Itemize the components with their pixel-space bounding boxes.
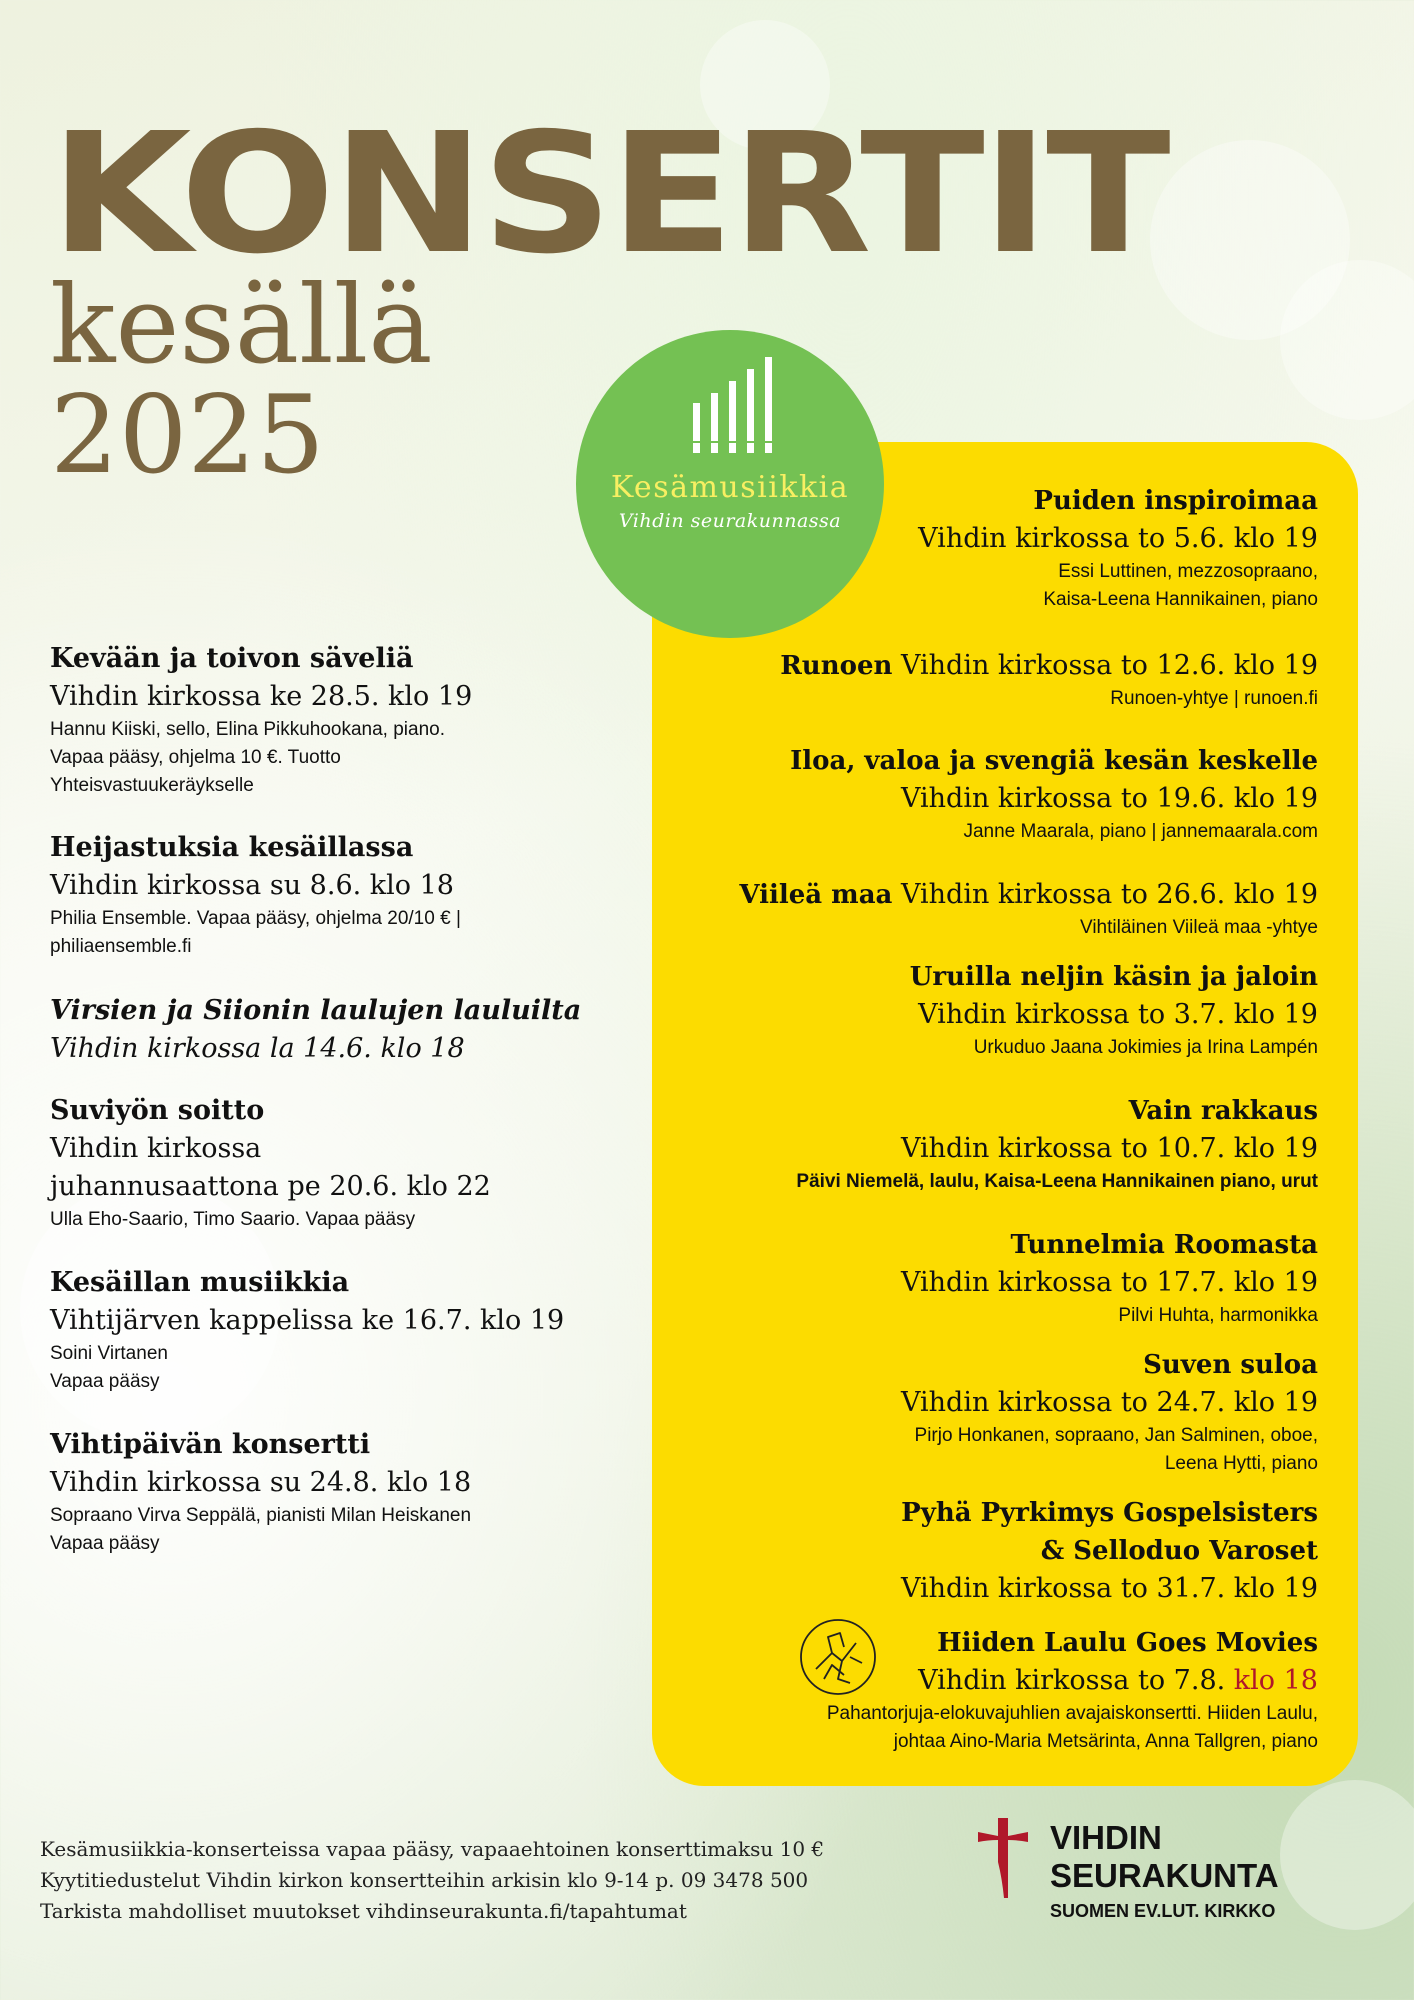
event-when: Vihdin kirkossa to 26.6. klo 19 — [900, 879, 1318, 910]
event-when: Vihdin kirkossa to 19.6. klo 19 — [900, 783, 1318, 814]
poster-subtitle: kesällä — [50, 263, 433, 388]
event-when: Vihdin kirkossa su 8.6. klo 18 — [50, 870, 454, 901]
event-item — [50, 829, 630, 961]
event-when: Vihdin kirkossa to 17.7. klo 19 — [900, 1267, 1318, 1298]
event-title: Heijastuksia kesäillassa — [50, 832, 414, 863]
footer-line: Kyytitiedustelut Vihdin kirkon konsertteihin arkisin klo 9-14 p. 09 3478 500 — [40, 1868, 809, 1892]
event-detail: Leena Hytti, piano — [1164, 1453, 1318, 1474]
poster-year: 2025 — [50, 373, 325, 498]
event-item — [638, 1346, 1318, 1478]
event-title: Viileä maa — [739, 880, 893, 910]
event-detail: Vapaa pääsy — [50, 1533, 160, 1554]
event-detail: Hannu Kiiski, sello, Elina Pikkuhookana, piano. — [50, 719, 446, 740]
event-detail: Päivi Niemelä, laulu, Kaisa-Leena Hannikainen piano, urut — [796, 1171, 1318, 1192]
event-title: Suven suloa — [1143, 1350, 1318, 1380]
event-detail: Urkuduo Jaana Jokimies ja Irina Lampén — [973, 1037, 1318, 1058]
event-title: Runoen — [780, 651, 893, 681]
event-item — [638, 647, 1318, 713]
event-item — [638, 482, 1318, 614]
event-when: Vihdin kirkossa to 10.7. klo 19 — [900, 1133, 1318, 1164]
event-detail: Kaisa-Leena Hannikainen, piano — [1043, 589, 1318, 610]
event-title: & Selloduo Varoset — [1040, 1536, 1318, 1566]
event-detail: Vapaa pääsy, ohjelma 10 €. Tuotto — [50, 747, 341, 768]
event-item — [50, 1092, 630, 1234]
footer-line: Tarkista mahdolliset muutokset vihdinseurakunta.fi/tapahtumat — [40, 1899, 687, 1923]
event-detail: Pirjo Honkanen, sopraano, Jan Salminen, oboe, — [914, 1425, 1318, 1446]
event-when: Vihdin kirkossa — [50, 1133, 262, 1164]
event-when: juhannusaattona pe 20.6. klo 22 — [50, 1171, 491, 1202]
event-item — [638, 958, 1318, 1062]
event-title: Vihtipäivän konsertti — [50, 1429, 371, 1460]
event-title-when — [638, 647, 1318, 685]
event-detail: Yhteisvastuukeräykselle — [50, 775, 254, 796]
event-detail: Philia Ensemble. Vapaa pääsy, ohjelma 20/10 € | — [50, 908, 461, 929]
event-title: Kevään ja toivon säveliä — [50, 643, 414, 674]
event-detail: Ulla Eho-Saario, Timo Saario. Vapaa pääsy — [50, 1209, 416, 1230]
event-item — [638, 1092, 1318, 1196]
cross-icon — [978, 1818, 1028, 1898]
event-title: Suviyön soitto — [50, 1095, 265, 1126]
event-when: Vihdin kirkossa to 12.6. klo 19 — [900, 650, 1318, 681]
event-when: Vihdin kirkossa su 24.8. klo 18 — [50, 1467, 472, 1498]
event-title: Iloa, valoa ja svengiä kesän keskelle — [790, 746, 1318, 776]
event-detail: philiaensemble.fi — [50, 936, 192, 957]
event-when: Vihdin kirkossa to 24.7. klo 19 — [900, 1387, 1318, 1418]
event-title: Uruilla neljin käsin ja jaloin — [909, 962, 1318, 992]
event-detail: Essi Luttinen, mezzosopraano, — [1058, 561, 1318, 582]
event-item — [638, 876, 1318, 942]
event-item — [638, 742, 1318, 846]
event-detail: Vihtiläinen Viileä maa -yhtye — [1080, 917, 1318, 938]
poster-title: KONSERTIT — [50, 98, 1168, 291]
org-name-line1: VIHDIN — [1050, 1819, 1162, 1856]
event-title: Puiden inspiroimaa — [1033, 486, 1318, 516]
event-item — [50, 1264, 630, 1396]
event-detail: Runoen-yhtye | runoen.fi — [1110, 688, 1318, 709]
event-title: Hiiden Laulu Goes Movies — [937, 1628, 1318, 1658]
event-when: Vihdin kirkossa la 14.6. klo 18 — [50, 1033, 465, 1064]
event-item — [638, 1494, 1318, 1608]
event-title: Pyhä Pyrkimys Gospelsisters — [901, 1498, 1318, 1528]
logo-name: Kesämusiikkia — [610, 470, 850, 505]
event-title: Tunnelmia Roomasta — [1010, 1230, 1318, 1260]
footer-info — [40, 1834, 940, 1927]
event-when: Vihtijärven kappelissa ke 16.7. klo 19 — [50, 1305, 565, 1336]
event-when — [638, 1662, 1318, 1700]
footer-line: Kesämusiikkia-konserteissa vapaa pääsy, vapaaehtoinen konserttimaksu 10 € — [40, 1837, 825, 1861]
event-item — [50, 1426, 630, 1558]
event-item — [50, 992, 630, 1068]
org-subtitle: SUOMEN EV.LUT. KIRKKO — [1050, 1901, 1276, 1921]
org-name-line2: SEURAKUNTA — [1050, 1857, 1279, 1894]
event-title: Kesäillan musiikkia — [50, 1267, 350, 1298]
event-title: Vain rakkaus — [1128, 1096, 1318, 1126]
logo-tagline: Vihdin seurakunnassa — [618, 510, 842, 532]
event-title-when — [638, 876, 1318, 914]
event-when-time: klo 18 — [1233, 1665, 1318, 1696]
vihdin-seurakunta-logo — [978, 1818, 1338, 1928]
event-detail: Sopraano Virva Seppälä, pianisti Milan Heiskanen — [50, 1505, 472, 1526]
event-item — [638, 1226, 1318, 1330]
event-detail: Pahantorjuja-elokuvajuhlien avajaiskonsertti. Hiiden Laulu, — [826, 1703, 1318, 1724]
event-item — [638, 1624, 1318, 1756]
event-title: Virsien ja Siionin laulujen lauluilta — [50, 995, 582, 1026]
event-when: Vihdin kirkossa ke 28.5. klo 19 — [50, 681, 473, 712]
event-when-date: Vihdin kirkossa to 7.8. — [918, 1665, 1226, 1696]
event-when: Vihdin kirkossa to 31.7. klo 19 — [900, 1573, 1318, 1604]
event-when: Vihdin kirkossa to 5.6. klo 19 — [918, 523, 1318, 554]
event-detail: Janne Maarala, piano | jannemaarala.com — [963, 821, 1318, 842]
event-item — [50, 640, 630, 800]
event-detail: Pilvi Huhta, harmonikka — [1118, 1305, 1318, 1326]
organ-pipes-icon — [688, 355, 778, 455]
event-detail: Vapaa pääsy — [50, 1371, 160, 1392]
event-when: Vihdin kirkossa to 3.7. klo 19 — [918, 999, 1318, 1030]
event-detail: johtaa Aino-Maria Metsärinta, Anna Tallgren, piano — [893, 1731, 1318, 1752]
event-detail: Soini Virtanen — [50, 1343, 168, 1364]
